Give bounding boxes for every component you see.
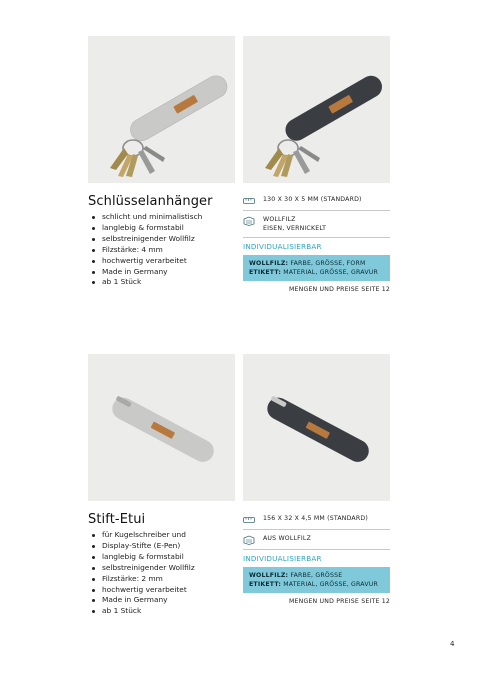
- feature-item: langlebig & formstabil: [88, 552, 238, 563]
- size-row: [243, 512, 390, 528]
- keyring-dark-image: [243, 36, 390, 183]
- size-row: [243, 193, 390, 209]
- feature-item: schlicht und minimalistisch: [88, 212, 238, 223]
- customizable-heading: INDIVIDUALISIERBAR: [243, 242, 322, 251]
- spec-panel: [243, 193, 390, 293]
- divider: [243, 549, 390, 550]
- feature-item: selbstreinigender Wollfilz: [88, 234, 238, 245]
- feature-item: Filzstärke: 4 mm: [88, 245, 238, 256]
- customizable-line: ETIKETT: MATERIAL, GRÖSSE, GRAVUR: [249, 581, 378, 588]
- feature-item: hochwertig verarbeitet: [88, 585, 238, 596]
- feature-item: Made in Germany: [88, 595, 238, 606]
- pen-case-dark-image: [243, 354, 390, 501]
- customizable-box: [243, 567, 390, 593]
- customizable-line: WOLLFILZ: FARBE, GRÖSSE, FORM: [249, 260, 366, 267]
- feature-item: hochwertig verarbeitet: [88, 256, 238, 267]
- feature-item: selbstreinigender Wollfilz: [88, 563, 238, 574]
- material-line: WOLLFILZ: [263, 216, 296, 223]
- spec-panel: [243, 512, 390, 605]
- product-title: Schlüsselanhänger: [88, 194, 213, 209]
- customizable-box: [243, 255, 390, 281]
- pen-case-light-photo: [88, 354, 235, 501]
- keyring-light-image: [88, 36, 235, 183]
- material-row: [243, 213, 390, 236]
- feature-item: langlebig & formstabil: [88, 223, 238, 234]
- material-line: EISEN, VERNICKELT: [263, 224, 327, 232]
- price-reference: MENGEN UND PREISE SEITE 12: [288, 286, 390, 293]
- keyring-dark-photo: [243, 36, 390, 183]
- divider: [243, 237, 390, 238]
- size-text: 156 X 32 X 4,5 MM (STANDARD): [263, 515, 368, 522]
- size-text: 130 X 30 X 5 MM (STANDARD): [263, 196, 362, 203]
- feature-item: für Kugelschreiber und: [88, 530, 238, 541]
- material-line: AUS WOLLFILZ: [263, 535, 312, 542]
- customizable-heading: INDIVIDUALISIERBAR: [243, 554, 322, 563]
- ruler-icon: [243, 515, 255, 525]
- feature-item: Display-Stifte (E-Pen): [88, 541, 238, 552]
- feature-item: Filzstärke: 2 mm: [88, 574, 238, 585]
- felt-icon: [243, 216, 255, 226]
- feature-item: Made in Germany: [88, 267, 238, 278]
- feature-list: [88, 212, 238, 288]
- customizable-line: WOLLFILZ: FARBE, GRÖSSE: [249, 572, 343, 579]
- ruler-icon: [243, 196, 255, 206]
- divider: [243, 210, 390, 211]
- pen-case-light-image: [88, 354, 235, 501]
- felt-icon: [243, 535, 255, 545]
- product-title: Stift-Etui: [88, 512, 146, 527]
- feature-item: ab 1 Stück: [88, 606, 238, 617]
- keyring-light-photo: [88, 36, 235, 183]
- pen-case-dark-photo: [243, 354, 390, 501]
- page-number: 4: [450, 640, 455, 648]
- customizable-line: ETIKETT: MATERIAL, GRÖSSE, GRAVUR: [249, 269, 378, 276]
- divider: [243, 529, 390, 530]
- feature-list: [88, 530, 238, 617]
- price-reference: MENGEN UND PREISE SEITE 12: [288, 598, 390, 605]
- material-row: [243, 532, 390, 548]
- feature-item: ab 1 Stück: [88, 277, 238, 288]
